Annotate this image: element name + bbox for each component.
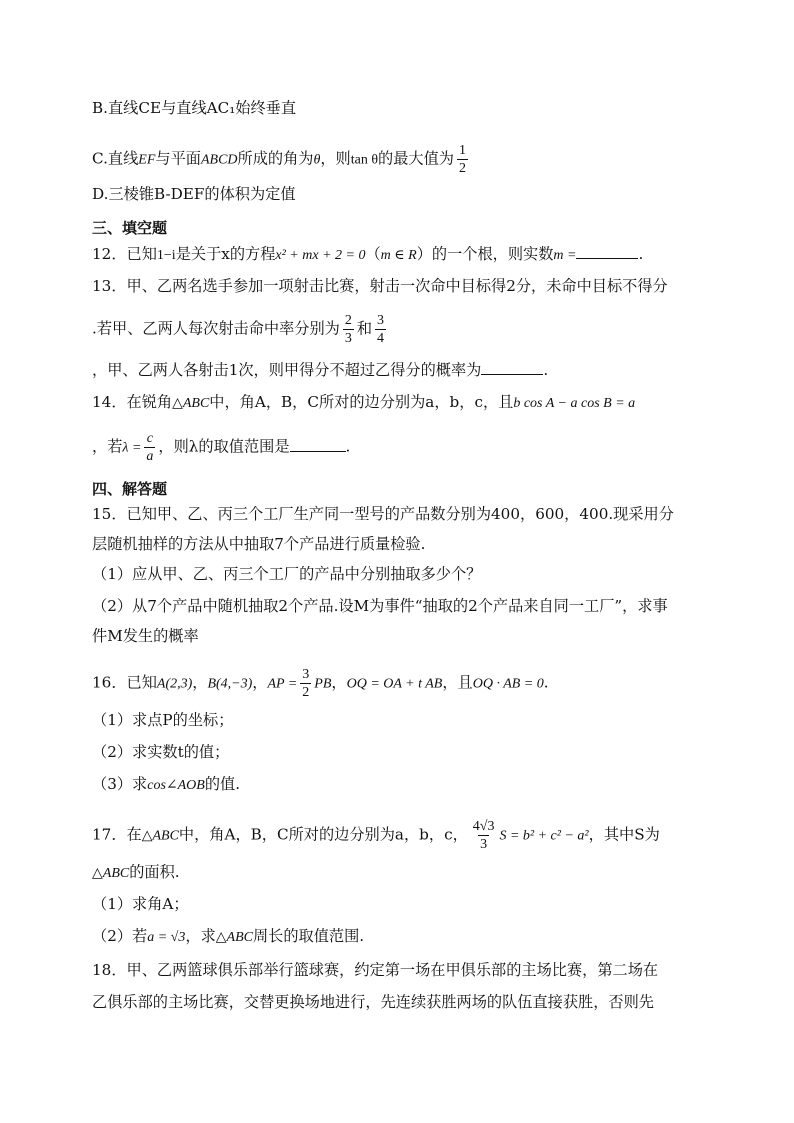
q14-text: ，则λ的取值范围是 xyxy=(158,437,290,456)
line-ef: EF xyxy=(138,152,156,168)
q16-text: 16．已知 xyxy=(92,673,157,692)
vector-pb: PB xyxy=(314,676,332,692)
option-b-text: B.直线CE与直线AC₁始终垂直 xyxy=(92,99,297,117)
q17-text: 17．在 xyxy=(92,825,142,844)
fraction-four-root-three-over-three xyxy=(471,818,497,853)
point-a: A(2,3) xyxy=(156,676,193,692)
q17-text: ，求 xyxy=(185,927,216,945)
fraction-numerator: 3 xyxy=(302,667,310,682)
section-fill-in-heading: 三、填空题 xyxy=(92,219,168,237)
fraction-two-thirds xyxy=(343,312,354,347)
q16-period: . xyxy=(543,673,549,692)
question-15-part2: （2）从7个产品中随机抽取2个产品.设M为事件“抽取的2个产品来自同一工厂”，求事 xyxy=(92,597,668,615)
question-18-line2: 乙俱乐部的主场比赛，交替更换场地进行，先连续获胜两场的队伍直接获胜，否则先 xyxy=(92,993,654,1011)
fraction-denominator: a xyxy=(146,449,154,464)
fraction-denominator: 2 xyxy=(302,685,310,700)
angle-theta: θ xyxy=(313,152,321,168)
fraction-numerator: 3 xyxy=(377,313,385,328)
fraction-numerator: 2 xyxy=(344,313,352,328)
q14-text: ，若 xyxy=(92,437,123,456)
question-13-line1: 13．甲、乙两名选手参加一项射击比赛，射击一次命中目标得2分，未命中目标不得分 xyxy=(92,277,668,295)
triangle-abc: △ABC xyxy=(92,866,130,881)
question-13-line2 xyxy=(92,312,389,347)
question-16-part1: （1）求点P的坐标； xyxy=(92,711,234,729)
q12-text: ）的一个根，则实数 xyxy=(416,245,554,263)
fraction-c-over-a xyxy=(144,430,155,465)
q12-equation: x² + mx + 2 = 0 xyxy=(275,248,366,263)
option-d xyxy=(92,184,296,204)
option-c-text: 与平面 xyxy=(155,149,201,168)
q17-equation: S = b² + c² − a² xyxy=(499,828,589,844)
question-15-part2-cont: 件M发生的概率 xyxy=(92,627,199,645)
fraction-three-halves xyxy=(300,666,311,701)
q14-period: . xyxy=(345,437,351,456)
plane-abcd: ABCD xyxy=(200,152,238,168)
answer-blank xyxy=(290,437,346,452)
question-13-line3 xyxy=(92,360,548,380)
point-b: B(4,−3) xyxy=(207,676,253,692)
q17-text: （2）若 xyxy=(92,927,148,945)
question-17-line1 xyxy=(92,818,660,853)
q14-equation: b cos A − a cos B = a xyxy=(513,396,636,411)
question-12 xyxy=(92,244,643,266)
q17-text: 的面积. xyxy=(129,863,180,881)
triangle-abc: △ABC xyxy=(215,930,253,945)
q13-period: . xyxy=(543,361,549,379)
question-15-line2: 层随机抽样的方法从中抽取7个产品进行质量检验. xyxy=(92,535,426,553)
q16-text: ，且 xyxy=(442,673,473,692)
q12-period: . xyxy=(638,245,644,263)
vector-oq: OQ = OA + t AB xyxy=(346,676,443,692)
answer-blank xyxy=(481,360,543,375)
fraction-numerator: 1 xyxy=(458,143,466,158)
q12-condition: m ∈ R xyxy=(380,248,417,263)
question-18-line1: 18．甲、乙两篮球俱乐部举行篮球赛，约定第一场在甲俱乐部的主场比赛，第二场在 xyxy=(92,961,659,979)
q12-text: （ xyxy=(365,245,381,263)
q16-separator: ， xyxy=(331,673,347,692)
q14-text: 14．在锐角 xyxy=(92,393,173,411)
q17-text: ，其中S为 xyxy=(588,825,660,844)
question-15-part1: （1）应从甲、乙、丙三个工厂的产品中分别抽取多少个？ xyxy=(92,565,482,583)
question-17-part1: （1）求角A； xyxy=(92,895,189,913)
fraction-one-half xyxy=(457,142,468,177)
q16-separator: ， xyxy=(192,673,208,692)
question-14-line2 xyxy=(92,430,350,465)
vector-ap: AP = xyxy=(267,676,298,692)
option-c-prefix: C.直线 xyxy=(92,149,139,168)
fraction-denominator: 3 xyxy=(344,331,352,346)
fraction-denominator: 4 xyxy=(377,331,385,346)
option-c-text: ，则 xyxy=(320,149,351,168)
q16-text: （3）求 xyxy=(92,775,148,793)
fraction-denominator: 3 xyxy=(480,837,488,852)
question-16-part3 xyxy=(92,774,240,796)
side-a-value: a = √3 xyxy=(147,930,186,945)
cos-aob: cos∠AOB xyxy=(147,778,205,793)
q17-text: 中，角A，B，C所对的边分别为a，b，c， xyxy=(178,825,468,844)
q13-text: ，甲、乙两人各射击1次，则甲得分不超过乙得分的概率为 xyxy=(92,361,482,379)
fraction-numerator: c xyxy=(146,431,153,446)
triangle-abc: △ABC xyxy=(172,396,210,411)
fraction-numerator: 4√3 xyxy=(472,819,495,834)
q16-text: 的值. xyxy=(204,775,241,793)
question-16-part2: （2）求实数t的值； xyxy=(92,743,230,761)
option-c-text: 所成的角为 xyxy=(237,149,314,168)
tan-theta: tan θ xyxy=(350,152,379,168)
option-b xyxy=(92,98,296,118)
q14-text: 中，角A，B，C所对的边分别为a，b，c，且 xyxy=(209,393,514,411)
q12-variable: m = xyxy=(553,248,577,263)
q16-separator: ， xyxy=(252,673,268,692)
question-15-line1: 15．已知甲、乙、丙三个工厂生产同一型号的产品数分别为400，600，400.现采用分 xyxy=(92,505,674,523)
answer-blank xyxy=(576,244,638,259)
question-16 xyxy=(92,666,549,701)
q13-text: .若甲、乙两人每次射击命中率分别为 xyxy=(92,319,340,338)
triangle-abc: △ABC xyxy=(141,828,179,844)
q13-text: 和 xyxy=(356,319,373,338)
fraction-denominator: 2 xyxy=(458,161,466,176)
lambda-definition: λ = xyxy=(122,440,142,456)
q12-text: 12．已知 xyxy=(92,245,157,263)
q12-text: 是关于x的方程 xyxy=(175,245,276,263)
section-answer-heading: 四、解答题 xyxy=(92,480,168,498)
option-c-text: 的最大值为 xyxy=(378,149,454,168)
question-17-line2 xyxy=(92,862,180,884)
q12-root: 1−i xyxy=(156,248,176,263)
dot-product: OQ · AB = 0 xyxy=(472,676,544,692)
question-14-line1 xyxy=(92,392,635,414)
option-c xyxy=(92,142,471,177)
option-d-text: D.三棱锥B-DEF的体积为定值 xyxy=(92,185,296,203)
q17-text: 周长的取值范围. xyxy=(252,927,365,945)
question-17-part2 xyxy=(92,926,364,948)
fraction-three-quarters xyxy=(375,312,386,347)
